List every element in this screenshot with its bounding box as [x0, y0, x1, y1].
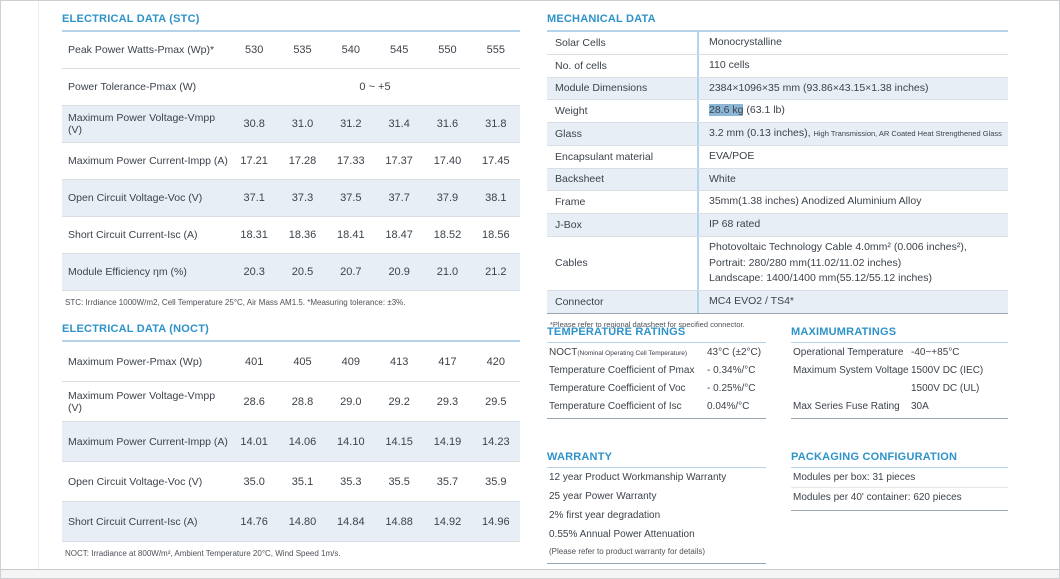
row-label: No. of cells	[555, 59, 607, 72]
row-value: 30A	[911, 401, 929, 412]
cell-value: 545	[389, 44, 409, 56]
row-value: - 0.34%/°C	[707, 365, 756, 376]
cell-value: 38.1	[485, 192, 507, 204]
table-row	[62, 69, 520, 106]
cell-value: 420	[486, 355, 505, 368]
cell-value: 14.15	[385, 435, 413, 448]
stc-section-title: ELECTRICAL DATA (STC)	[62, 13, 520, 32]
value-line: 35mm(1.38 inches) Anodized Aluminium Alloy	[709, 195, 922, 208]
value-line: 110 cells	[709, 58, 750, 71]
list-item: 12 year Product Workmanship Warranty	[549, 472, 727, 483]
cell-value: 409	[341, 355, 360, 368]
row-label: Maximum Power-Pmax (Wp)	[68, 355, 203, 368]
value-line: IP 68 rated	[709, 218, 761, 230]
cell-value: 18.41	[337, 229, 365, 241]
cell-value: 17.33	[337, 155, 365, 167]
cell-value: 413	[389, 355, 409, 368]
cell-value: 35.9	[485, 475, 507, 488]
row-label: Open Circuit Voltage-Voc (V)	[68, 475, 203, 488]
cell-value: 37.3	[291, 192, 314, 204]
table-row	[791, 343, 1008, 361]
cell-value: 21.0	[436, 266, 459, 278]
cell-value: 31.2	[340, 118, 362, 130]
temperature-ratings-section	[547, 326, 766, 419]
value-line: Monocrystalline	[709, 36, 782, 48]
cell-value: 18.31	[240, 229, 268, 241]
row-label: Maximum Power Current-Impp (A)	[68, 435, 228, 448]
row-value: 1500V DC (UL)	[911, 383, 980, 394]
table-row	[547, 361, 766, 379]
row-label: Weight	[555, 105, 588, 118]
mechanical-section-title: MECHANICAL DATA	[547, 13, 1008, 32]
table-row	[547, 32, 1008, 55]
table-row	[791, 379, 1008, 397]
value-line: Portrait: 280/280 mm(11.02/11.02 inches)	[709, 256, 902, 269]
table-row	[62, 143, 520, 180]
cell-value: 31.0	[291, 118, 314, 130]
cell-value: 29.3	[436, 395, 459, 408]
temperature-ratings-title: TEMPERATURE RATINGS	[547, 326, 766, 343]
cell-value: 35.7	[436, 475, 459, 488]
packaging-title: PACKAGING CONFIGURATION	[791, 451, 1008, 468]
row-label: Connector	[555, 295, 604, 308]
row-label: Temperature Coefficient of Pmax	[549, 365, 695, 376]
noct-section-title: ELECTRICAL DATA (NOCT)	[62, 323, 520, 342]
cell-value: 28.8	[291, 395, 314, 408]
table-row	[62, 106, 520, 143]
table-row	[547, 397, 766, 415]
row-value: - 0.25%/°C	[707, 383, 756, 394]
row-label: Open Circuit Voltage-Voc (V)	[68, 192, 203, 204]
row-label: Encapsulant material	[555, 150, 654, 163]
value-line: Photovoltaic Technology Cable 4.0mm² (0.006 inches²),	[709, 240, 967, 253]
row-label: Temperature Coefficient of Isc	[549, 401, 682, 412]
table-row	[547, 100, 1008, 123]
packaging-list	[791, 468, 1008, 511]
table-row	[62, 32, 520, 69]
row-label: Power Tolerance-Pmax (W)	[68, 81, 197, 93]
cell-value: 17.28	[288, 155, 317, 167]
row-value	[697, 32, 1008, 54]
value-line: MC4 EVO2 / TS4*	[709, 295, 795, 307]
cell-value: 18.47	[385, 229, 413, 241]
row-label: Glass	[555, 127, 582, 140]
table-row	[547, 55, 1008, 78]
cell-value: 14.23	[482, 435, 510, 448]
packaging-configuration-section	[791, 451, 1008, 511]
row-label: Max Series Fuse Rating	[793, 401, 900, 412]
cell-value: 29.2	[388, 395, 410, 408]
row-label: Maximum Power Current-Impp (A)	[68, 155, 228, 167]
row-value: 1500V DC (IEC)	[911, 365, 984, 376]
cell-value: 14.80	[288, 515, 317, 528]
cell-value: 37.1	[243, 192, 265, 204]
table-row	[62, 342, 520, 382]
table-row	[62, 254, 520, 291]
cell-value: 401	[244, 355, 264, 368]
cell-value: 20.3	[243, 266, 265, 278]
row-label: J-Box	[555, 218, 582, 231]
table-row	[547, 123, 1008, 146]
list-item: Modules per box: 31 pieces	[791, 468, 1008, 488]
cell-value: 20.9	[388, 266, 410, 278]
cell-value: 14.06	[288, 435, 317, 448]
cell-value: 20.5	[291, 266, 314, 278]
cell-value: 17.40	[433, 155, 462, 167]
row-value	[697, 214, 1008, 236]
right-column	[547, 13, 1008, 556]
maximum-ratings-section	[791, 326, 1008, 419]
table-row	[547, 169, 1008, 192]
cell-value: 37.9	[436, 192, 459, 204]
cell-value: 20.7	[340, 266, 362, 278]
cell-value: 14.96	[482, 515, 510, 528]
row-label: Module Efficiency ηm (%)	[68, 266, 187, 278]
table-row	[62, 382, 520, 422]
cell-value: 14.01	[240, 435, 268, 448]
table-row	[547, 191, 1008, 214]
table-row	[547, 146, 1008, 169]
row-label: Solar Cells	[555, 36, 606, 49]
cell-value: 35.1	[291, 475, 314, 488]
cell-value: 31.8	[485, 118, 507, 130]
weight-highlight: 28.6 kg	[709, 104, 744, 117]
value-line: White	[709, 172, 736, 185]
cell-value: 29.0	[340, 395, 362, 408]
row-value: -40~+85°C	[911, 347, 960, 358]
warranty-footnote: (Please refer to product warranty for details)	[549, 547, 706, 556]
table-row	[62, 502, 520, 542]
cell-value: 35.5	[388, 475, 410, 488]
table-row	[62, 462, 520, 502]
list-item: 2% first year degradation	[549, 510, 661, 521]
row-value	[697, 291, 1008, 313]
table-row	[547, 237, 1008, 291]
temperature-ratings-table	[547, 343, 766, 419]
row-value: 0.04%/°C	[707, 401, 750, 412]
table-row	[62, 422, 520, 462]
cell-value: 17.37	[385, 155, 413, 167]
cell-value: 405	[293, 355, 312, 368]
row-value	[697, 169, 1008, 191]
row-label: Short Circuit Current-Isc (A)	[68, 229, 198, 241]
cell-value: 30.8	[243, 118, 265, 130]
cell-value: 417	[438, 355, 457, 368]
table-row	[547, 379, 766, 397]
page-margin-line	[38, 1, 39, 569]
cell-value: 555	[486, 44, 505, 56]
row-value	[697, 191, 1008, 213]
row-value	[697, 237, 1008, 290]
row-label: Maximum System Voltage	[793, 365, 909, 376]
cell-value: 31.6	[436, 118, 459, 130]
list-item: 25 year Power Warranty	[549, 491, 657, 502]
warranty-section	[547, 451, 766, 564]
list-item: 0.55% Annual Power Attenuation	[549, 529, 695, 540]
maximum-ratings-table	[791, 343, 1008, 419]
cell-value: 35.3	[340, 475, 362, 488]
row-label: Module Dimensions	[555, 82, 648, 95]
cell-value: 18.56	[482, 229, 510, 241]
packaging-items	[791, 468, 1008, 507]
cell-value: 14.10	[337, 435, 365, 448]
row-value	[697, 146, 1008, 168]
table-row	[791, 397, 1008, 415]
row-label: Temperature Coefficient of Voc	[549, 383, 686, 394]
row-label: Maximum Power Voltage-Vmpp (V)	[68, 112, 216, 136]
cell-value: 535	[293, 44, 312, 56]
label-small-text: (Nominal Operating Cell Temperature)	[577, 350, 688, 357]
cell-value: 550	[438, 44, 457, 56]
stc-table	[62, 32, 520, 291]
row-label: Operational Temperature	[793, 347, 904, 358]
mechanical-table	[547, 32, 1008, 314]
cell-value: 17.45	[482, 155, 510, 167]
row-value: 43°C (±2°C)	[707, 347, 762, 358]
row-label: Frame	[555, 196, 586, 209]
cell-value: 18.52	[433, 229, 462, 241]
row-label: Short Circuit Current-Isc (A)	[68, 515, 198, 528]
value-line: EVA/POE	[709, 149, 755, 162]
list-item: Modules per 40' container: 620 pieces	[793, 492, 962, 503]
stc-footnote: STC: Irrdiance 1000W/m2, Cell Temperature 25°C, Air Mass AM1.5. *Measuring tolerance: ±3%.	[65, 298, 406, 307]
cell-value: 540	[341, 44, 360, 56]
cell-value: 37.5	[340, 192, 362, 204]
row-value	[697, 55, 1008, 77]
maximum-ratings-title: MAXIMUMRATINGS	[791, 326, 1008, 343]
cell-value: 29.5	[485, 395, 507, 408]
row-value	[697, 123, 1008, 145]
cell-value: 14.92	[433, 515, 462, 528]
cell-value: 31.4	[388, 118, 410, 130]
cell-value: 21.2	[485, 266, 507, 278]
warranty-list	[547, 468, 766, 564]
cell-value: 0 ~ +5	[359, 81, 391, 93]
row-label: Cables	[555, 257, 588, 270]
value-line: 3.2 mm (0.13 inches), High Transmission, AR Coated Heat Strengthened Glass	[709, 127, 1002, 139]
noct-footnote: NOCT: Irradiance at 800W/m², Ambient Temperature 20°C, Wind Speed 1m/s.	[65, 549, 341, 558]
cell-value: 14.88	[385, 515, 413, 528]
warranty-items	[547, 468, 766, 544]
cell-value: 14.84	[337, 515, 365, 528]
cell-value: 35.0	[243, 475, 265, 488]
value-line: 2384×1096×35 mm (93.86×43.15×1.38 inches)	[709, 81, 929, 94]
value-line: Landscape: 1400/1400 mm(55.12/55.12 inches)	[709, 272, 932, 285]
noct-table	[62, 342, 520, 542]
value-small-text: High Transmission, AR Coated Heat Strengthened Glass	[813, 129, 1002, 138]
table-row	[547, 214, 1008, 237]
table-row	[62, 180, 520, 217]
value-line: 28.6 kg (63.1 lb)	[709, 104, 785, 117]
cell-value: 28.6	[243, 395, 265, 408]
cell-value: 17.21	[240, 155, 268, 167]
row-label: NOCT(Nominal Operating Cell Temperature)	[549, 347, 688, 358]
table-row	[62, 217, 520, 254]
row-value	[697, 78, 1008, 100]
row-value	[697, 100, 1008, 122]
cell-value: 14.76	[240, 515, 268, 528]
table-row	[547, 78, 1008, 101]
cell-value: 18.36	[288, 229, 317, 241]
table-row	[547, 291, 1008, 314]
mechanical-footnote: *Please refer to regional datasheet for specified connector.	[550, 319, 745, 329]
table-row	[547, 343, 766, 361]
cell-value: 530	[244, 44, 264, 56]
row-label: Maximum Power Voltage-Vmpp (V)	[68, 389, 216, 414]
cell-value: 37.7	[388, 192, 410, 204]
warranty-title: WARRANTY	[547, 451, 766, 468]
table-row	[791, 361, 1008, 379]
row-label: Backsheet	[555, 173, 605, 186]
cell-value: 14.19	[433, 435, 462, 448]
row-label: Peak Power Watts-Pmax (Wp)*	[68, 44, 215, 56]
left-column	[62, 13, 520, 574]
